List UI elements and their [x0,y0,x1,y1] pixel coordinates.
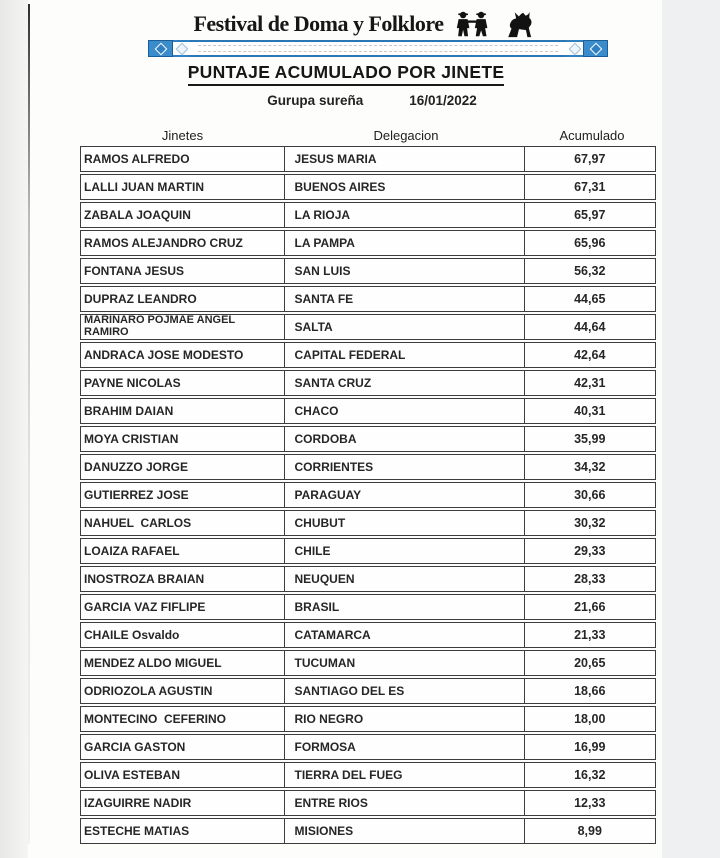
acumulado-cell: 42,31 [524,370,656,396]
acumulado-cell: 29,33 [524,538,656,564]
report-subheader [56,93,688,108]
acumulado-cell: 16,99 [524,734,656,760]
table-row [80,818,657,844]
delegacion-cell: SAN LUIS [284,258,526,284]
scan-left-band [0,0,28,858]
ribbon-middle [190,40,566,57]
delegacion-cell: CHILE [284,538,526,564]
jinete-cell: MONTECINO CEFERINO [80,706,285,732]
festival-header [48,10,680,38]
horse-rider-icon [502,10,535,38]
table-row [80,594,657,620]
jinete-cell: MENDEZ ALDO MIGUEL [80,650,285,676]
delegacion-cell: JESUS MARIA [284,146,526,172]
jinete-cell: GARCIA GASTON [80,734,285,760]
jinete-cell: PAYNE NICOLAS [80,370,285,396]
ribbon-right-cap-icon [583,40,608,57]
delegacion-cell: FORMOSA [284,734,526,760]
jinete-cell: LOAIZA RAFAEL [80,538,285,564]
delegacion-cell: TUCUMAN [284,650,526,676]
table-row [80,146,657,172]
report-date: 16/01/2022 [409,93,477,108]
delegacion-cell: CATAMARCA [284,622,526,648]
acumulado-cell: 44,64 [524,314,656,340]
table-row [80,174,657,200]
table-row [80,650,657,676]
acumulado-cell: 65,97 [524,202,656,228]
delegacion-cell: CHUBUT [284,510,526,536]
delegacion-cell: SANTA FE [284,286,526,312]
jinete-cell: RAMOS ALFREDO [80,146,285,172]
jinete-cell: GARCIA VAZ FIFLIPE [80,594,285,620]
delegacion-cell: CAPITAL FEDERAL [284,342,526,368]
document-page [30,0,662,858]
acumulado-cell: 35,99 [524,426,656,452]
acumulado-cell: 67,97 [524,146,656,172]
jinete-cell: RAMOS ALEJANDRO CRUZ [80,230,285,256]
delegacion-cell: SALTA [284,314,526,340]
delegacion-cell: SANTA CRUZ [284,370,526,396]
jinete-cell: INOSTROZA BRAIAN [80,566,285,592]
table-row [80,566,657,592]
ribbon-left-diamond-icon [173,40,190,57]
acumulado-cell: 28,33 [524,566,656,592]
column-header-jinetes: Jinetes [161,128,204,143]
table-row [80,678,657,704]
delegacion-cell: LA RIOJA [284,202,526,228]
jinete-cell: ZABALA JOAQUIN [80,202,285,228]
jinete-cell: BRAHIM DAIAN [80,398,285,424]
acumulado-cell: 12,33 [524,790,656,816]
event-name: Gurupa sureña [267,93,364,108]
acumulado-cell: 21,33 [524,622,656,648]
table-row [80,258,657,284]
acumulado-cell: 42,64 [524,342,656,368]
jinete-cell: ESTECHE MATIAS [80,818,285,844]
scan-right-band [662,0,720,858]
delegacion-cell: LA PAMPA [284,230,526,256]
acumulado-cell: 30,66 [524,482,656,508]
table-row [80,454,657,480]
jinete-cell: ODRIOZOLA AGUSTIN [80,678,285,704]
jinete-cell: LALLI JUAN MARTIN [80,174,285,200]
jinete-cell: IZAGUIRRE NADIR [80,790,285,816]
delegacion-cell: ENTRE RIOS [284,790,526,816]
delegacion-cell: CHACO [284,398,526,424]
acumulado-cell: 34,32 [524,454,656,480]
acumulado-cell: 30,32 [524,510,656,536]
report-title: PUNTAJE ACUMULADO POR JINETE [188,62,505,86]
table-row [80,230,657,256]
ribbon-left-cap-icon [148,40,173,57]
delegacion-cell: RIO NEGRO [284,706,526,732]
jinete-cell: DANUZZO JORGE [80,454,285,480]
table-column-headers [80,128,657,143]
acumulado-cell: 18,00 [524,706,656,732]
table-row [80,286,657,312]
table-row [80,342,657,368]
jinete-cell: MOYA CRISTIAN [80,426,285,452]
delegacion-cell: NEUQUEN [284,566,526,592]
dancing-couple-icon [453,11,493,38]
table-row [80,314,657,340]
ribbon-right-diamond-icon [566,40,583,57]
table-row [80,734,657,760]
acumulado-cell: 21,66 [524,594,656,620]
table-row [80,762,657,788]
column-header-acumulado: Acumulado [559,128,625,143]
delegacion-cell: CORRIENTES [284,454,526,480]
table-row [80,202,657,228]
delegacion-cell: MISIONES [284,818,526,844]
acumulado-cell: 40,31 [524,398,656,424]
table-row [80,426,657,452]
delegacion-cell: CORDOBA [284,426,526,452]
delegacion-cell: PARAGUAY [284,482,526,508]
acumulado-cell: 16,32 [524,762,656,788]
jinete-cell: GUTIERREZ JOSE [80,482,285,508]
jinete-cell: FONTANA JESUS [80,258,285,284]
acumulado-cell: 65,96 [524,230,656,256]
table-row [80,622,657,648]
table-row [80,510,657,536]
delegacion-cell: BUENOS AIRES [284,174,526,200]
jinete-cell: CHAILE Osvaldo [80,622,285,648]
acumulado-cell: 8,99 [524,818,656,844]
table-row [80,538,657,564]
acumulado-cell: 20,65 [524,650,656,676]
jinete-cell: NAHUEL CARLOS [80,510,285,536]
jinete-cell: ANDRACA JOSE MODESTO [80,342,285,368]
jinete-cell: OLIVA ESTEBAN [80,762,285,788]
acumulado-cell: 67,31 [524,174,656,200]
column-header-delegacion: Delegacion [373,128,439,143]
table-row [80,370,657,396]
delegacion-cell: SANTIAGO DEL ES [284,678,526,704]
acumulado-cell: 44,65 [524,286,656,312]
delegacion-cell: BRASIL [284,594,526,620]
table-row [80,706,657,732]
table-row [80,398,657,424]
table-row [80,790,657,816]
table-body [80,146,657,846]
delegacion-cell: TIERRA DEL FUEG [284,762,526,788]
jinete-cell: DUPRAZ LEANDRO [80,286,285,312]
acumulado-cell: 18,66 [524,678,656,704]
jinete-cell: MARINARO POJMAE ANGEL RAMIRO [80,314,285,340]
decorative-ribbon [148,40,608,57]
table-row [80,482,657,508]
festival-title: Festival de Doma y Folklore [193,11,444,36]
acumulado-cell: 56,32 [524,258,656,284]
